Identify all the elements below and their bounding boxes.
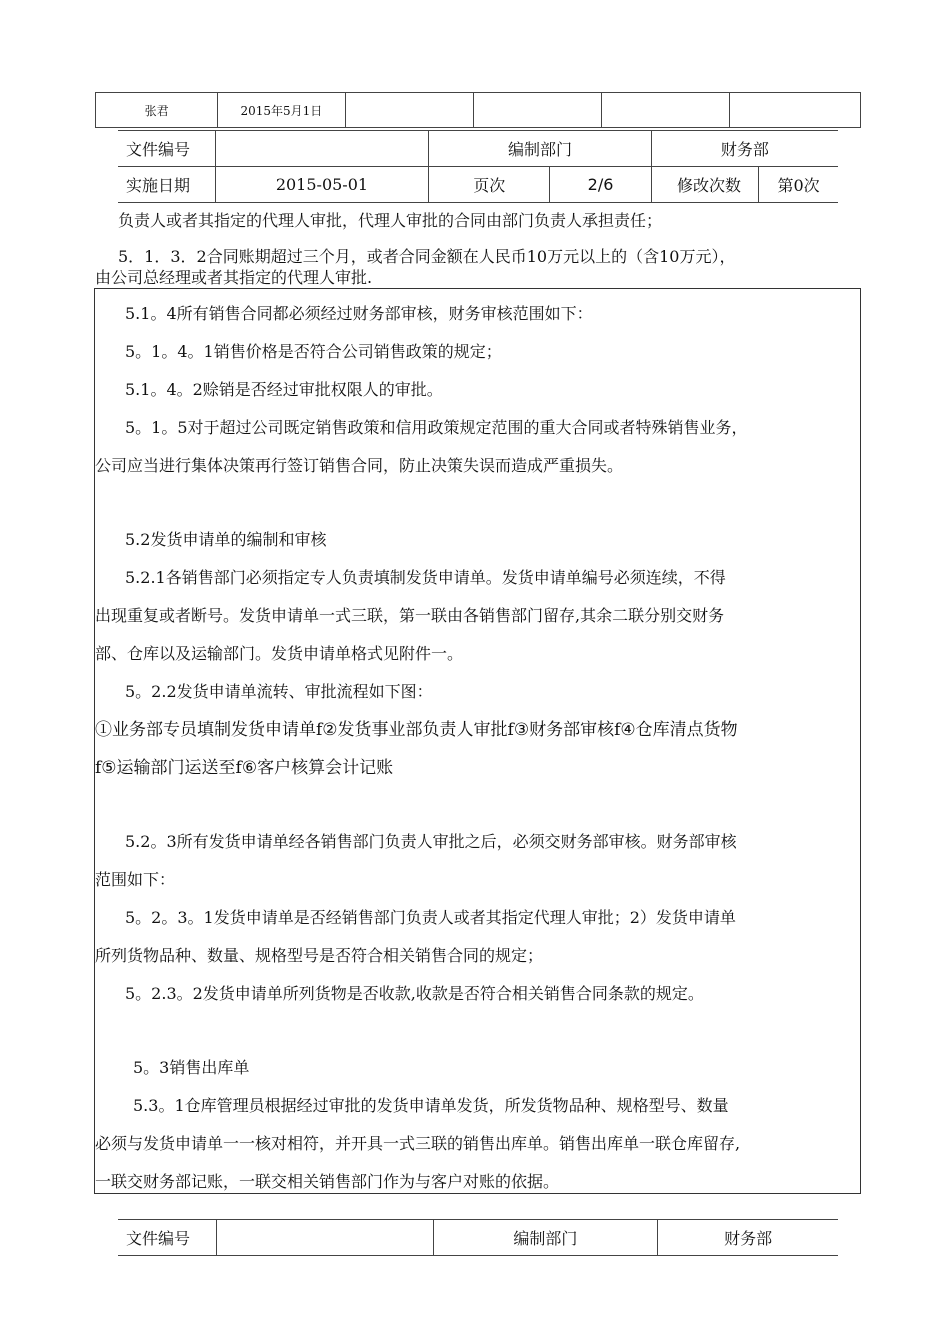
dept-label: 编制部门 (429, 131, 652, 167)
footer-dept-label: 编制部门 (433, 1220, 658, 1256)
para-5-3-1-c: 一联交财务部记账，一联交相关销售部门作为与客户对账的依据。 (95, 1172, 560, 1191)
para-5-1-4-1: 5。1。4。1销售价格是否符合公司销售政策的规定； (125, 342, 502, 361)
para-5-2-3-2: 5。2.3。2发货申请单所列货物是否收款,收款是否符合相关销售合同条款的规定。 (125, 984, 704, 1003)
rev-label: 修改次数 (651, 167, 758, 203)
para-5-2-3-a: 5.2。3所有发货申请单经各销售部门负责人审批之后，必须交财务部审核。财务部审核 (125, 832, 737, 851)
para-5-1-5-a: 5。1。5对于超过公司既定销售政策和信用政策规定范围的重大合同或者特殊销售业务， (125, 418, 748, 437)
para-5-2-1-b: 出现重复或者断号。发货申请单一式三联，第一联由各销售部门留存,其余二联分别交财务 (95, 606, 725, 625)
para-5-2-3-1-b: 所列货物品种、数量、规格型号是否符合相关销售合同的规定； (95, 946, 544, 965)
para-5-2-2: 5。2.2发货申请单流转、审批流程如下图： (125, 682, 433, 701)
para-5-2-3-b: 范围如下： (95, 870, 176, 889)
para-5-3-1-b: 必须与发货申请单一一核对相符，并开具一式三联的销售出库单。销售出库单一联仓库留存, (95, 1134, 741, 1153)
page-value: 2/6 (550, 167, 652, 203)
flow-line-1: ①业务部专员填制发货申请单f②发货事业部负责人审批f③财务部审核f④仓库清点货物 (95, 720, 738, 740)
doc-footer-table (118, 1219, 838, 1256)
flow-line-2: f⑤运输部门运送至f⑥客户核算会计记账 (95, 758, 394, 778)
footer-dept-value: 财务部 (658, 1220, 838, 1256)
para-5-2-1-a: 5.2.1各销售部门必须指定专人负责填制发货申请单。发货申请单编号必须连续，不得 (125, 568, 726, 587)
doc-no-value (215, 131, 429, 167)
para-5-2-1-c: 部、仓库以及运输部门。发货申请单格式见附件一。 (95, 644, 464, 663)
heading-5-3: 5。3销售出库单 (133, 1058, 250, 1077)
signer-name: 张君 (144, 103, 169, 118)
date-value: 2015-05-01 (215, 167, 429, 203)
para-5-2-3-1-a: 5。2。3。1发货申请单是否经销售部门负责人或者其指定代理人审批；2）发货申请单 (125, 908, 736, 927)
sig-cell-6 (729, 93, 860, 128)
sig-cell-5 (601, 93, 729, 128)
para-5-1-5-b: 公司应当进行集体决策再行签订销售合同，防止决策失误而造成严重损失。 (95, 456, 624, 475)
footer-doc-no-value (216, 1220, 433, 1256)
dept-value: 财务部 (651, 131, 838, 167)
heading-5-2: 5.2发货申请单的编制和审核 (125, 530, 327, 549)
page-label: 页次 (429, 167, 550, 203)
sig-cell-3 (345, 93, 473, 128)
footer-doc-no-label: 文件编号 (118, 1220, 216, 1256)
para-5-1-4: 5.1。4所有销售合同都必须经过财务部审核，财务审核范围如下： (125, 304, 593, 323)
para-5-1-4-2: 5.1。4。2赊销是否经过审批权限人的审批。 (125, 380, 443, 399)
intro-line-2a: 5．1．3．2合同账期超过三个月，或者合同金额在人民币10万元以上的（含10万元）， (118, 247, 736, 266)
doc-header-table (118, 130, 838, 203)
rev-value: 第0次 (759, 167, 838, 203)
date-label: 实施日期 (118, 167, 215, 203)
sign-date: 2015年5月1日 (218, 93, 345, 128)
intro-line-1: 负责人或者其指定的代理人审批，代理人审批的合同由部门负责人承担责任； (118, 211, 663, 230)
signature-row (95, 92, 861, 128)
para-5-3-1-a: 5.3。1仓库管理员根据经过审批的发货申请单发货，所发货物品种、规格型号、数量 (133, 1096, 729, 1115)
sig-cell-4 (473, 93, 601, 128)
doc-no-label: 文件编号 (118, 131, 215, 167)
intro-line-2b: 由公司总经理或者其指定的代理人审批. (95, 268, 373, 287)
